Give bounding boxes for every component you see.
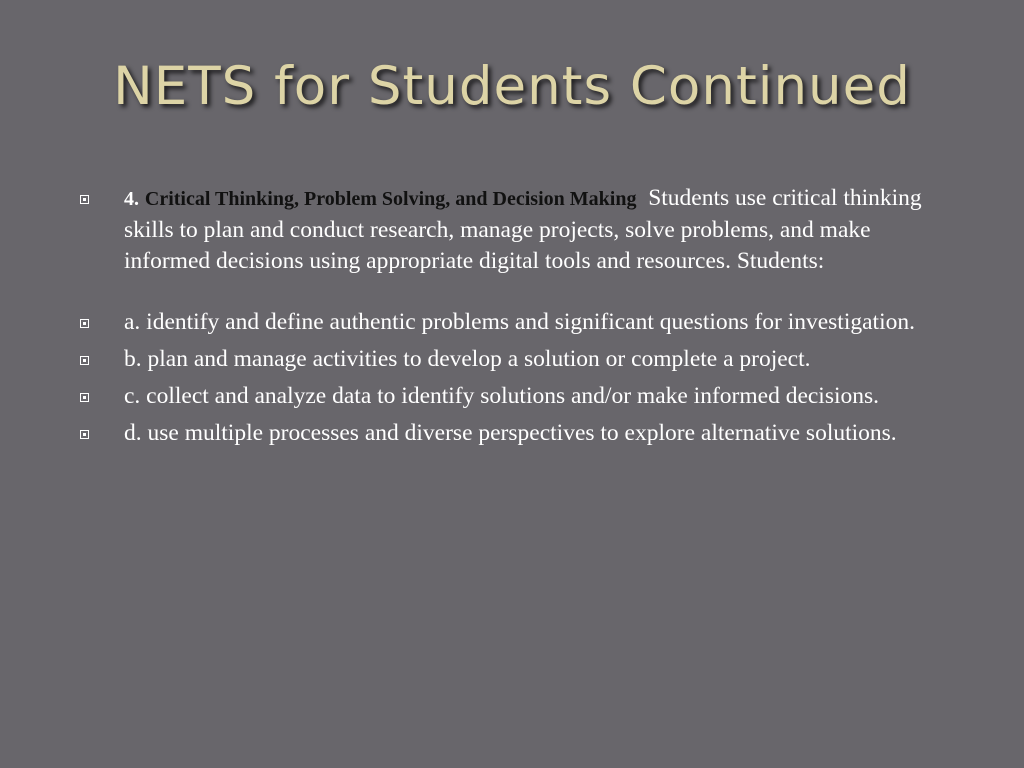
- bullet-item-b: [80, 344, 960, 375]
- square-bullet-icon: [80, 195, 89, 204]
- bullet-item-d: [80, 418, 960, 449]
- bullet-text: a. identify and define authentic problems and significant questions for investigation.: [124, 309, 915, 335]
- bullet-text: d. use multiple processes and diverse perspectives to explore alternative solutions.: [124, 420, 897, 446]
- standard-name: Critical Thinking, Problem Solving, and Decision Making: [144, 188, 637, 210]
- bullet-text: b. plan and manage activities to develop a solution or complete a project.: [124, 346, 811, 372]
- square-bullet-icon: [80, 356, 89, 365]
- bullet-standard-4: [80, 183, 960, 277]
- standard-number: 4.: [124, 188, 139, 210]
- bullet-item-c: [80, 381, 960, 412]
- square-bullet-icon: [80, 393, 89, 402]
- slide-title: NETS for Students Continued: [113, 56, 911, 117]
- bullet-text: c. collect and analyze data to identify solutions and/or make informed decisions.: [124, 383, 880, 409]
- bullet-item-a: [80, 307, 960, 338]
- square-bullet-icon: [80, 430, 89, 439]
- bullet-list: [80, 183, 960, 449]
- standard-description: Students use critical thinking skills to plan and conduct research, manage projects, solve problems, and make informed decisions using appropriate digital tools and resources. Students:: [124, 185, 922, 274]
- square-bullet-icon: [80, 319, 89, 328]
